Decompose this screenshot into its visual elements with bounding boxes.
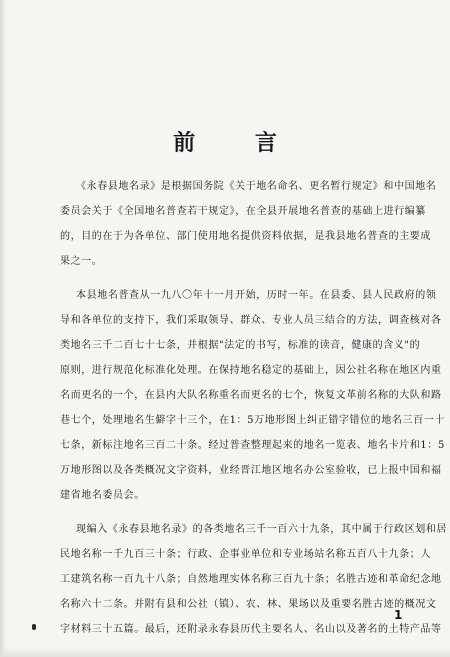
page-number: 1 (394, 608, 403, 622)
text-line: 名而更名的一个，在县内大队名称重名而更名的七个，恢复文革前名称的大队和路 (60, 390, 442, 401)
text-line: 果之一。 (60, 256, 103, 267)
text-line: 原则，进行规范化标准化处理。在保持地名稳定的基础上，因公社名称在地区内重 (60, 365, 442, 376)
scan-speck (32, 624, 36, 630)
text-line: 《永春县地名录》是根据国务院《关于地名命名、更名暂行规定》和中国地名 (76, 181, 437, 192)
paragraph-2 (60, 283, 445, 508)
text-line: 类地名三千二百七十七条，并根据"法定的书写，标准的读音，健康的含义"的 (60, 340, 421, 351)
paragraph-3 (60, 517, 447, 642)
text-line: 民地名称一千九百三十条；行政、企事业单位和专业场站名称五百八十九条；人 (60, 549, 431, 560)
scan-shadow-left (0, 0, 6, 657)
text-line: 导和各单位的支持下，我们采取领导、群众、专业人员三结合的方法，调查核对各 (60, 315, 442, 326)
page-title: 前 言 (173, 130, 303, 156)
scan-shadow-bottom (0, 647, 450, 657)
paragraph-1 (60, 174, 437, 274)
text-line: 的，目的在于为各单位、部门使用地名提供资料依据，是我县地名普查的主要成 (60, 231, 431, 242)
text-line: 委员会关于《全国地名普查若干规定》，在全县开展地名普查的基础上进行编纂 (60, 206, 426, 217)
text-line: 建省地名委员会。 (60, 490, 145, 501)
text-line: 现编入《永春县地名录》的各类地名三千一百六十九条，其中属于行政区划和居 (76, 524, 447, 535)
text-line: 工建筑名称一百九十八条；自然地理实体名称三百九十条；名胜古迹和革命纪念地 (60, 574, 442, 585)
text-line: 名称六十二条。并附有县和公社（镇）、农、林、果场以及重要名胜古迹的概况文 (60, 599, 437, 610)
text-line: 巷七个，处理地名生僻字十三个，在1：5万地形图上纠正错字错位的地名三百一十 (60, 415, 445, 426)
text-line: 字材料三十五篇。最后，还附录永春县历代主要名人、名山以及著名的土特产品等 (60, 624, 442, 635)
text-line: 本县地名普查从一九八〇年十一月开始，历时一年。在县委、县人民政府的领 (76, 290, 437, 301)
text-line: 七条，新标注地名三百二十条。经过普查整理起来的地名一览表、地名卡片和1：5 (60, 440, 445, 451)
text-line: 万地形图以及各类概况文字资料，业经晋江地区地名办公室验收，已上报中国和福 (60, 465, 442, 476)
body-text (60, 174, 447, 642)
